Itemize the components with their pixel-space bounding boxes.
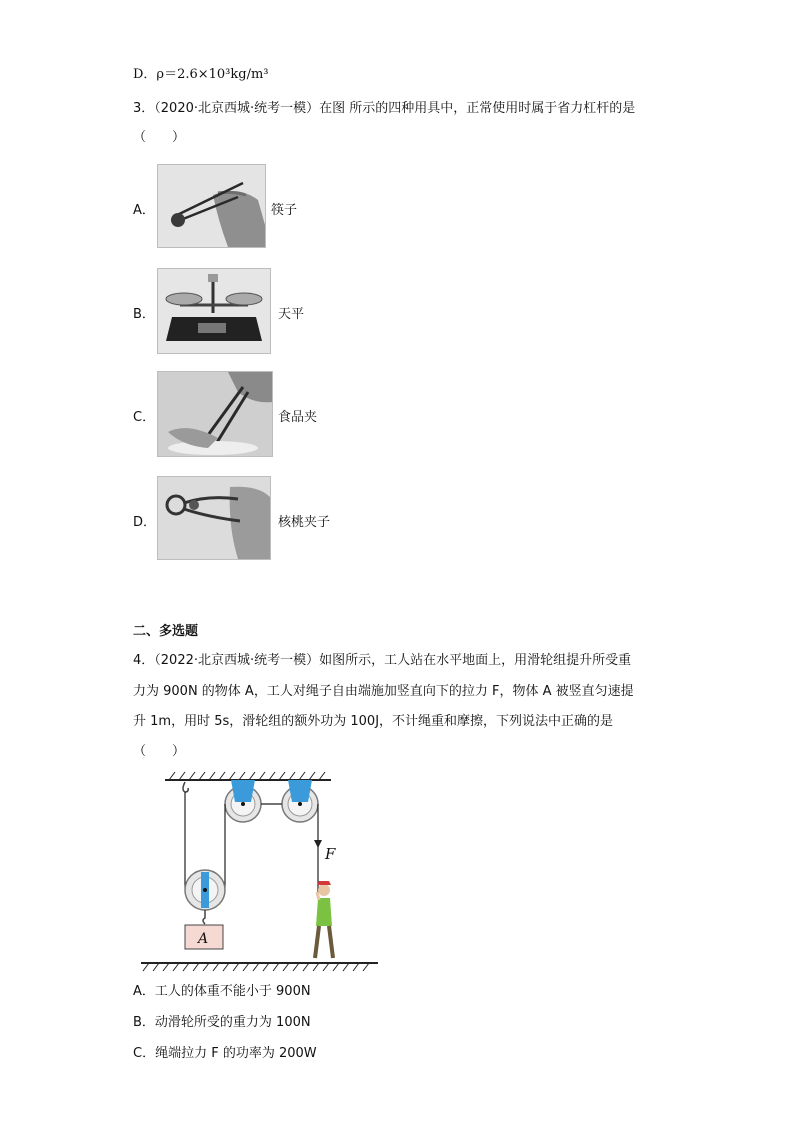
q3-option-b-label: B．	[133, 307, 155, 322]
q4-option-a: A．工人的体重不能小于 900N	[133, 984, 311, 999]
q4-option-c: C．绳端拉力 F 的功率为 200W	[133, 1046, 317, 1061]
q3-stem-line1: 3．（2020·北京西城·统考一模）在图 所示的四种用具中，正常使用时属于省力杠杆的是	[133, 101, 636, 116]
q4-option-b: B．动滑轮所受的重力为 100N	[133, 1015, 311, 1030]
balance-scale-photo	[157, 268, 271, 354]
force-label: F	[325, 845, 336, 863]
q3-option-d-text: 核桃夹子	[278, 515, 331, 530]
section-heading: 二、多选题	[133, 624, 199, 639]
block-label: A	[198, 931, 209, 947]
q2-option-d-text: D．ρ＝2.6×10³kg/m³	[133, 67, 269, 82]
q3-option-d-label: D．	[133, 515, 157, 530]
q2-option-d	[133, 66, 269, 84]
q4-stem-line1: 4．（2022·北京西城·统考一模）如图所示，工人站在水平地面上，用滑轮组提升所受重	[133, 653, 632, 668]
q3-option-c-text: 食品夹	[278, 410, 318, 425]
q3-option-a-label: A．	[133, 203, 155, 218]
q4-stem-line2: 力为 900N 的物体 A，工人对绳子自由端施加竖直向下的拉力 F，物体 A 被竖直匀速提	[133, 684, 634, 699]
q3-option-b-text: 天平	[278, 307, 305, 322]
q3-stem-line2: （ ）	[133, 130, 186, 145]
food-tongs-photo	[157, 371, 273, 457]
q4-stem-line3: 升 1m，用时 5s，滑轮组的额外功为 100J，不计绳重和摩擦，下列说法中正确的是	[133, 714, 614, 729]
chopsticks-photo	[157, 164, 266, 248]
q3-option-c-label: C．	[133, 410, 156, 425]
q3-option-a-text: 筷子	[271, 203, 298, 218]
walnut-cracker-photo	[157, 476, 271, 560]
pulley-system-figure	[133, 768, 383, 977]
q4-stem-line4: （ ）	[133, 744, 186, 759]
